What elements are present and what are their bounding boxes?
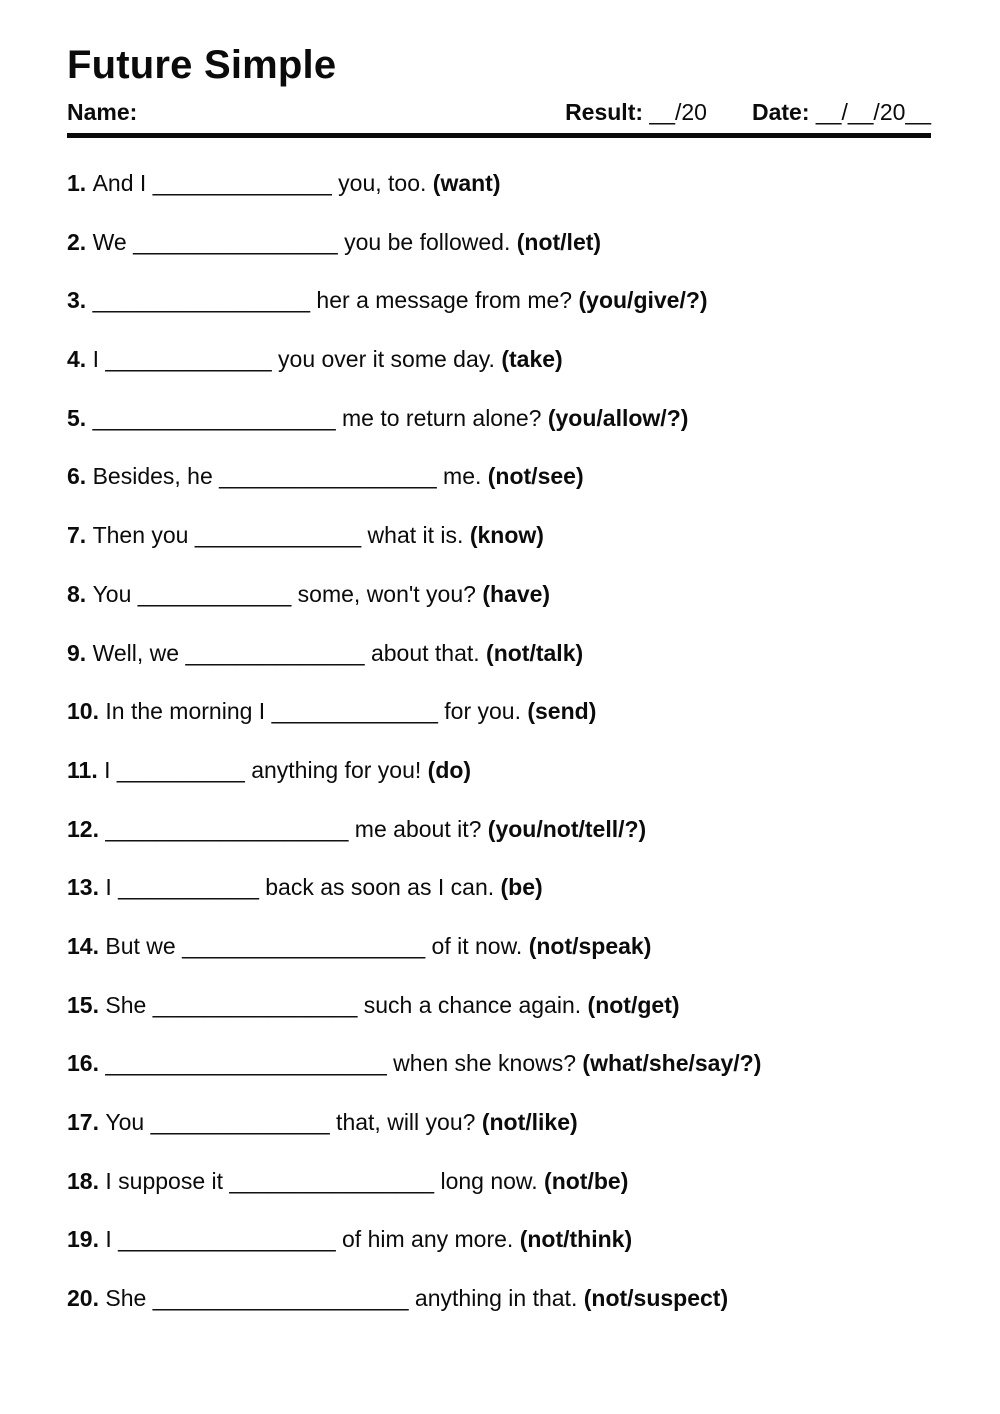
worksheet-header [67,98,931,126]
question-post-text: you over it some day. [271,346,502,373]
question-number: 5. [67,404,93,431]
answer-blank: ___________________ [92,404,336,431]
question-number: 1. [67,170,93,196]
question-row [67,1283,931,1313]
question-pre-text: You [92,580,138,607]
question-post-text: long now. [434,1167,545,1194]
question-number: 12. [67,815,106,842]
answer-blank: __________ [116,756,245,783]
question-row [67,1224,931,1254]
question-number: 10. [67,698,106,725]
question-post-text: of it now. [425,932,529,959]
header-divider-line [67,133,931,138]
verb-hint: (not/suspect) [583,1285,729,1312]
question-number: 8. [67,580,93,607]
answer-blank: ______________ [152,170,332,196]
question-number: 2. [67,228,93,255]
question-post-text: me to return alone? [335,404,548,431]
verb-hint: (you/allow/?) [547,404,689,431]
question-pre-text: Besides, he [92,463,220,490]
question-post-text: me. [436,463,488,490]
answer-blank: _____________ [271,698,438,725]
question-post-text: back as soon as I can. [258,874,501,901]
result-blank: __/20 [649,99,707,125]
question-post-text: that, will you? [329,1109,482,1135]
question-number: 20. [67,1285,106,1312]
verb-hint: (do) [427,756,472,783]
verb-hint: (not/see) [487,463,584,490]
question-row [67,931,931,961]
question-row [67,814,931,844]
answer-blank: ____________ [137,580,292,607]
question-post-text: anything for you! [244,756,428,783]
question-post-text: such a chance again. [357,991,588,1018]
question-row [67,1048,931,1078]
question-number: 16. [67,1050,106,1077]
question-number: 6. [67,463,93,490]
verb-hint: (be) [500,874,543,901]
question-row [67,1166,931,1196]
question-pre-text: I [92,346,106,373]
answer-blank: ______________ [185,639,365,666]
answer-blank: ______________________ [105,1050,387,1077]
verb-hint: (what/she/say/?) [582,1050,762,1077]
question-number: 18. [67,1167,106,1194]
page-title: Future Simple [67,43,337,87]
question-post-text: of him any more. [335,1226,520,1253]
question-row [67,285,931,315]
question-pre-text: You [105,1109,151,1135]
question-pre-text: And I [92,170,153,196]
answer-blank: ___________________ [182,932,426,959]
question-number: 11. [67,756,105,783]
question-post-text: me about it? [348,815,488,842]
answer-blank: _____________ [105,346,272,373]
question-number: 19. [67,1226,106,1253]
verb-hint: (take) [501,346,563,373]
question-pre-text: I suppose it [105,1167,230,1194]
question-number: 13. [67,874,106,901]
question-row [67,755,931,785]
answer-blank: ___________ [118,874,259,901]
question-row [67,696,931,726]
question-number: 14. [67,932,106,959]
answer-blank: ___________________ [105,815,349,842]
question-pre-text: I [105,1226,119,1253]
verb-hint: (know) [469,522,544,549]
answer-blank: _________________ [92,287,311,314]
question-post-text: when she knows? [386,1050,583,1077]
question-row [67,872,931,902]
question-list [67,168,931,1313]
verb-hint: (not/be) [544,1167,629,1194]
question-post-text: you, too. [331,170,433,196]
date-field [752,98,931,126]
answer-blank: ______________ [150,1109,330,1135]
question-number: 4. [67,346,93,373]
answer-blank: ____________________ [152,1285,409,1312]
question-number: 17. [67,1109,106,1135]
question-pre-text: In the morning I [105,698,272,725]
date-label: Date: [751,99,810,125]
question-post-text: for you. [437,698,528,725]
question-row [67,168,931,198]
verb-hint: (not/let) [516,228,602,255]
result-date-group [565,98,931,126]
verb-hint: (have) [482,580,551,607]
question-post-text: you be followed. [337,228,517,255]
date-blank: __/__/20__ [815,99,931,125]
question-row [67,579,931,609]
result-field [565,98,707,126]
question-row [67,638,931,668]
verb-hint: (not/talk) [486,639,584,666]
question-row [67,990,931,1020]
question-number: 3. [67,287,93,314]
question-pre-text: Then you [92,522,195,549]
question-pre-text: She [105,1285,153,1312]
name-label: Name: [67,99,138,125]
question-post-text: her a message from me? [310,287,579,314]
result-label: Result: [565,99,644,125]
verb-hint: (you/not/tell/?) [487,815,647,842]
verb-hint: (you/give/?) [578,287,708,314]
verb-hint: (want) [432,170,501,196]
question-pre-text: I [105,874,119,901]
answer-blank: _________________ [118,1226,336,1253]
verb-hint: (not/speak) [528,932,652,959]
verb-hint: (not/think) [519,1226,633,1253]
question-row [67,461,931,491]
question-row [67,344,931,374]
answer-blank: ________________ [229,1167,435,1194]
question-post-text: some, won't you? [291,580,483,607]
question-post-text: what it is. [361,522,470,549]
question-post-text: anything in that. [408,1285,584,1312]
question-row [67,1107,931,1137]
answer-blank: ________________ [152,991,358,1018]
question-post-text: about that. [364,639,487,666]
answer-blank: _________________ [219,463,437,490]
verb-hint: (not/like) [481,1109,578,1135]
question-pre-text: She [105,991,153,1018]
question-number: 7. [67,522,93,549]
question-row [67,403,931,433]
answer-blank: _____________ [194,522,362,549]
question-pre-text: I [104,756,117,783]
question-pre-text: But we [105,932,183,959]
answer-blank: ________________ [133,228,338,255]
question-number: 15. [67,991,106,1018]
verb-hint: (not/get) [587,991,680,1018]
question-row [67,520,931,550]
question-pre-text: We [92,228,134,255]
question-pre-text: Well, we [92,639,186,666]
question-row [67,227,931,257]
verb-hint: (send) [527,698,597,725]
question-number: 9. [67,639,93,666]
